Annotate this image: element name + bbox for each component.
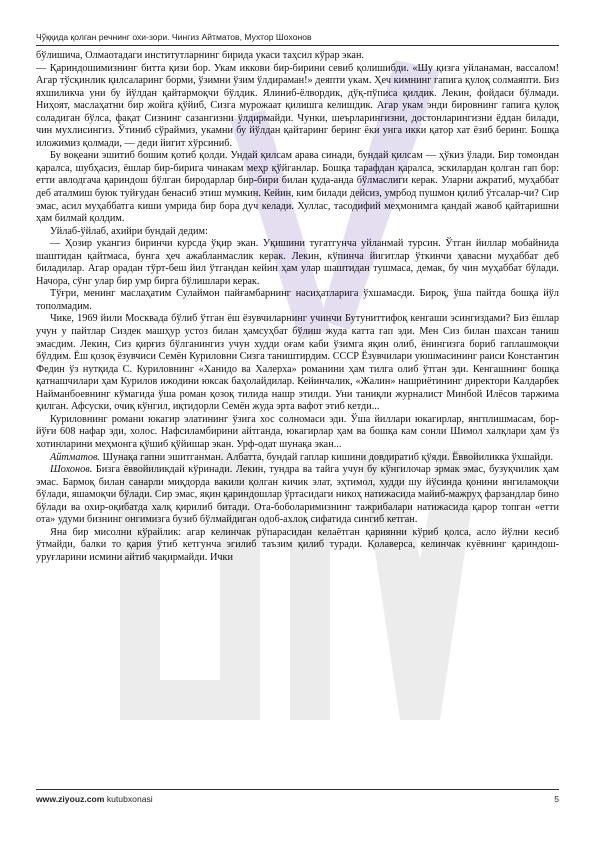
paragraph <box>36 313 559 413</box>
paragraph <box>36 288 559 313</box>
paragraph-text: Куриловнинг романи юкагир элатининг ўзига хос солномаси эди. Ўша йиллари юкагирлар, янгплишмасам, бор-йўғи 608 нафар эди, холос. Нафсиламбирини айтганда, юкагирлар ҳам ва бошқа кам сонли Шимол халқлари ҳам ўз хотинларини меҳмонга қўшиб қўйишар экан. Урф-одат шунақа экан... <box>36 413 559 450</box>
paragraph <box>36 452 559 465</box>
paragraph <box>36 50 559 63</box>
paragraph-text: — Қариндошимизнинг битта қизи бор. Укам иккови бир-бирини севиб қолишибди. «Шу қизга уйланаман, вассалом! Агар тўсқинлик қилсаларинг борми, ўзимни ўзим ўлдираман!» деяпти укам. Ҳеч кимнинг гапига қулоқ солмаяпти. Биз яхшиликча уни бу йўлдан қайтармоқчи бўлдик. Ялиниб-ёлвордик, дўқ-пўписа қилдик. Лекин, фойдаси бўлмади. Ниҳоят, маслаҳатни бир жойга қўйиб, Сизга мурожаат қилишга келишдик. Агар укам энди бировнинг гапига қулоқ соладиган бўлса, фақат Сизнинг сазангизни ўлдирмайди. Чунки, шеърларингизни, достонларингизни ёддан билади, чин мухлисингиз. Ўтиниб сўраймиз, укамни бу йўлдан қайтаринг беринг ёки унга икки қатор хат ёзиб беринг. Бошқа иложимиз қолмади, — деди йигит хўрсиниб. <box>36 62 559 149</box>
paragraph <box>36 63 559 151</box>
page-number: 5 <box>554 794 559 804</box>
page-footer <box>36 794 559 804</box>
paragraph <box>36 150 559 225</box>
footer-site-link[interactable]: www.ziyouz.com <box>36 794 105 804</box>
footer-divider <box>36 789 559 790</box>
speaker-name: Шохонов. <box>50 464 93 476</box>
running-header: Чўққида қолган речнинг охи-зори. Чингиз Айтматов, Мухтор Шохонов <box>36 32 312 42</box>
paragraph <box>36 238 559 288</box>
paragraph-text: Уйлаб-ўйлаб, ахийри бундай дедим: <box>50 225 208 237</box>
body-text <box>36 50 559 564</box>
paragraph-text: Бу воқеани эшитиб бошим қотиб қолди. Ундай қилсам арава синади, бундай қилсам — ҳўкиз ўлади. Бир томондан қаралса, шубҳасиз, ёшлар бир-бирига чинакам меҳр қўйганлар. Бошқа тарафдан қаралса, эскилардан қолган гап бор: етти авлодгача қариндош бўлган биродарлар бир-бири билан қуда-анда бўлмаслиги керак. Уларни ажратиб, муҳаббат деб аталмиш буюк туйғудан бенасиб этиш мумкин. Кейин, ким билади дейсиз, умрбод пушмон қилиб ўтсалар-чи? Сир эмас, асил муҳаббатга киши умрида бир бора дуч келади. Хуллас, тасодифий меҳмонимга қандай жавоб қайтаришни ҳам билмай қолдим. <box>36 150 559 225</box>
speaker-name: Айтматов. <box>50 451 100 463</box>
paragraph-text: Яна бир мисолни кўрайлик: агар келинчак рўпарасидан келаётган қариянни кўриб қолса, асло йўлни кесиб ўтмайди, балки то қария ўтиб кетгунча эгилиб таъзим қилиб туради. Қолаверса, келинчак куёвнинг қариндош-уруғларини исмини айтиб чақирмайди. Ички <box>36 526 559 563</box>
paragraph <box>36 527 559 565</box>
header-divider <box>36 45 559 46</box>
paragraph <box>36 464 559 527</box>
paragraph-text: Шунақа гапни эшитганман. Албатта, бундай гаплар кишини довдиратиб қўяди. Ёввойиликка ўхшайди. <box>100 451 554 463</box>
paragraph-text: бўлишича, Олмаотадаги институтларнинг бирида укаси таҳсил кўрар экан. <box>36 50 364 61</box>
paragraph-text: — Ҳозир укангиз биринчи курсда ўқир экан. Уқишини тугатгунча уйланмай турсин. Ўтган йиллар мобайнида шаштидан қайтмаса, бунга ҳеч ажабланмаслик керак. Лекин, кўпинча йигитлар ўткинчи ҳавасни муҳаббат деб биладилар. Агар орадан тўрт-беш йил ўтгандан кейин ҳам улар шаштидан тушмаса, демак, бу чин муҳаббат бўлади. Начора, сўнг улар бир умр бирга бўлишлари керак. <box>36 238 559 287</box>
paragraph <box>36 226 559 239</box>
paragraph-text: Тўғри, менинг маслаҳатим Сулаймон пайғамбарнинг насиҳатларига ўхшамасди. Бироқ, ўша пайтда бошқа йўл тополмадим. <box>36 288 559 312</box>
footer-site-suffix: kutubxonasi <box>104 794 153 804</box>
paragraph-text: Бизга ёввойиликдай кўринади. Лекин, тундра ва тайга учун бу кўнгилочар эрмак эмас, бузуқчилик ҳам эмас. Бармоқ билан санарли миқдорда вакили қолган кичик элат, эҳтимол, худди шу йўсинда қонини янгиламоқчи бўлади, яшамоқчи бўлади. Сир эмас, яқин қариндошлар ўртасидаги никоҳ натижасида майиб-мажруҳ фарзандлар бино бўлади ва охир-оқибатда халқ қирилиб битади. Ота-боболаримизнинг тажрибалари натижасида қарор топган «етти ота» удуми бизнинг онгимизга бузиб бўлмайдиган одоб-ахлоқ сифатида сингиб кетган. <box>36 464 559 526</box>
paragraph-text: Чике, 1969 йили Москвада бўлиб ўтган ёш ёзувчиларнинг учинчи Бутуниттифоқ кенгаши эсингиздами? Биз ёшлар учун у пайтлар Сиздек машҳур устоз билан ҳамсуҳбат бўлиш жуда катта гап эди. Мен Сиз билан шахсан таниш эмасдим. Лекин, Сиз қирғиз бўлганингиз учун худди оғам каби ўзимга яқин олиб, ёнингизга бориб гаплашмоқчи бўлдим. Ёш қозоқ ёзувчиси Семён Куриловни Сизга таништирдим. СССР Ёзувчилари уюшмасининг раиси Константин Федин ўз нутқида С. Куриловнинг «Ханидо ва Халерха» романини ҳам тилга олиб ўтган эди. Кенгашнинг бошқа қатнашчилари ҳам Курилов ижодини юксак баҳолайдилар. Кейинчалик, «Жалин» нашриётининг директори Калдарбек Найманбоевнинг кўмагида ўша роман қозоқ тилида нашр этилди. Уни таниқли журналист Минбой Илёсов таржима қилган. Афсуски, очиқ кўнгил, иқтидорли Семён жуда эрта вафот этиб кетди... <box>36 313 559 413</box>
paragraph <box>36 414 559 452</box>
